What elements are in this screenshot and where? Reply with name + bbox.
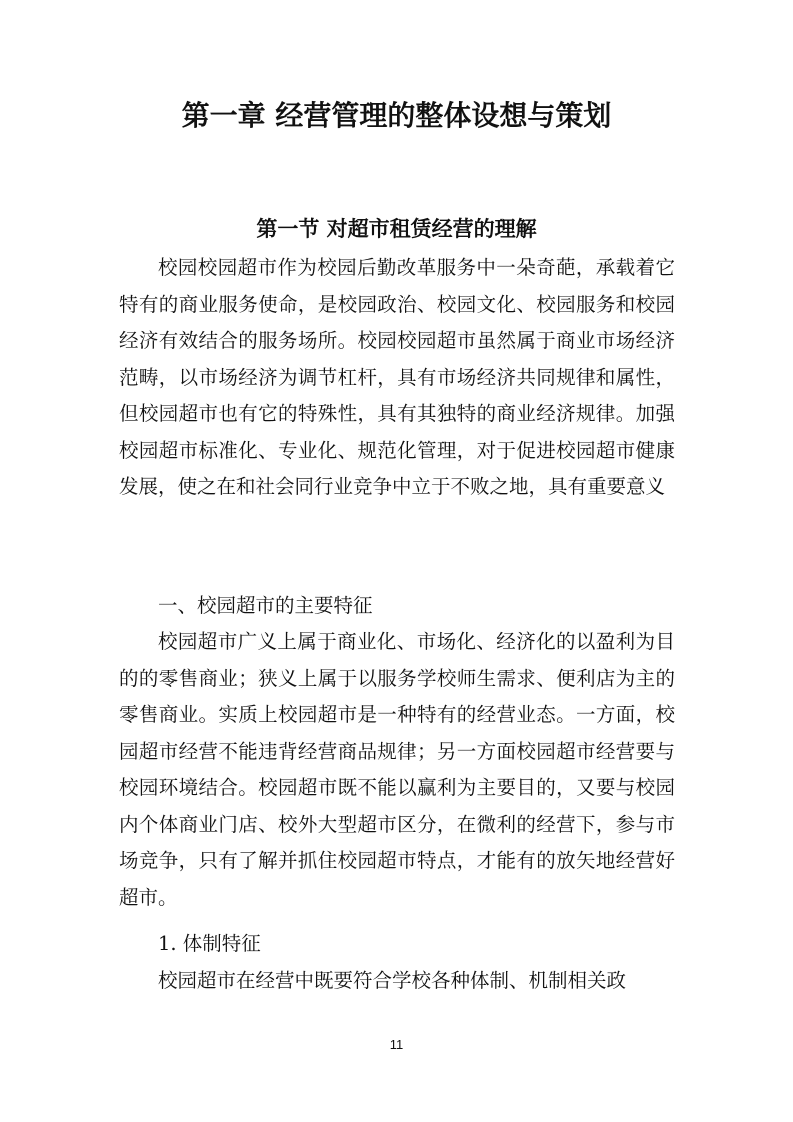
chapter-title: 第一章 经营管理的整体设想与策划: [181, 99, 612, 132]
subheading-main-features: 一、校园超市的主要特征: [158, 594, 373, 617]
subheading-system-features: 1. 体制特征: [158, 932, 261, 955]
page-number: 11: [389, 1037, 404, 1052]
section-title: 第一节 对超市租赁经营的理解: [256, 217, 537, 241]
paragraph-system-features: 校园超市在经营中既要符合学校各种体制、机制相关政: [158, 969, 627, 992]
paragraph-main-features: 校园超市广义上属于商业化、市场化、经济化的以盈利为目的的零售商业；狭义上属于以服务学校师生需求、便利店为主的零售商业。实质上校园超市是一种特有的经营业态。一方面，校园超市经营不能违背经营商品规律；另一方面校园超市经营要与校园环境结合。校园超市既不能以赢利为主要目的，又要与校园内个体商业门店、校外大型超市区分，在微利的经营下，参与市场竞争，只有了解并抓住校园超市特点，才能有的放矢地经营好超市。: [119, 630, 675, 909]
paragraph-understanding: 校园校园超市作为校园后勤改革服务中一朵奇葩，承载着它特有的商业服务使命，是校园政治、校园文化、校园服务和校园经济有效结合的服务场所。校园校园超市虽然属于商业市场经济范畴，以市场经济为调节杠杆，具有市场经济共同规律和属性，但校园超市也有它的特殊性，具有其独特的商业经济规律。加强校园超市标准化、专业化、规范化管理，对于促进校园超市健康发展，使之在和社会同行业竞争中立于不败之地，具有重要意义: [119, 256, 675, 498]
